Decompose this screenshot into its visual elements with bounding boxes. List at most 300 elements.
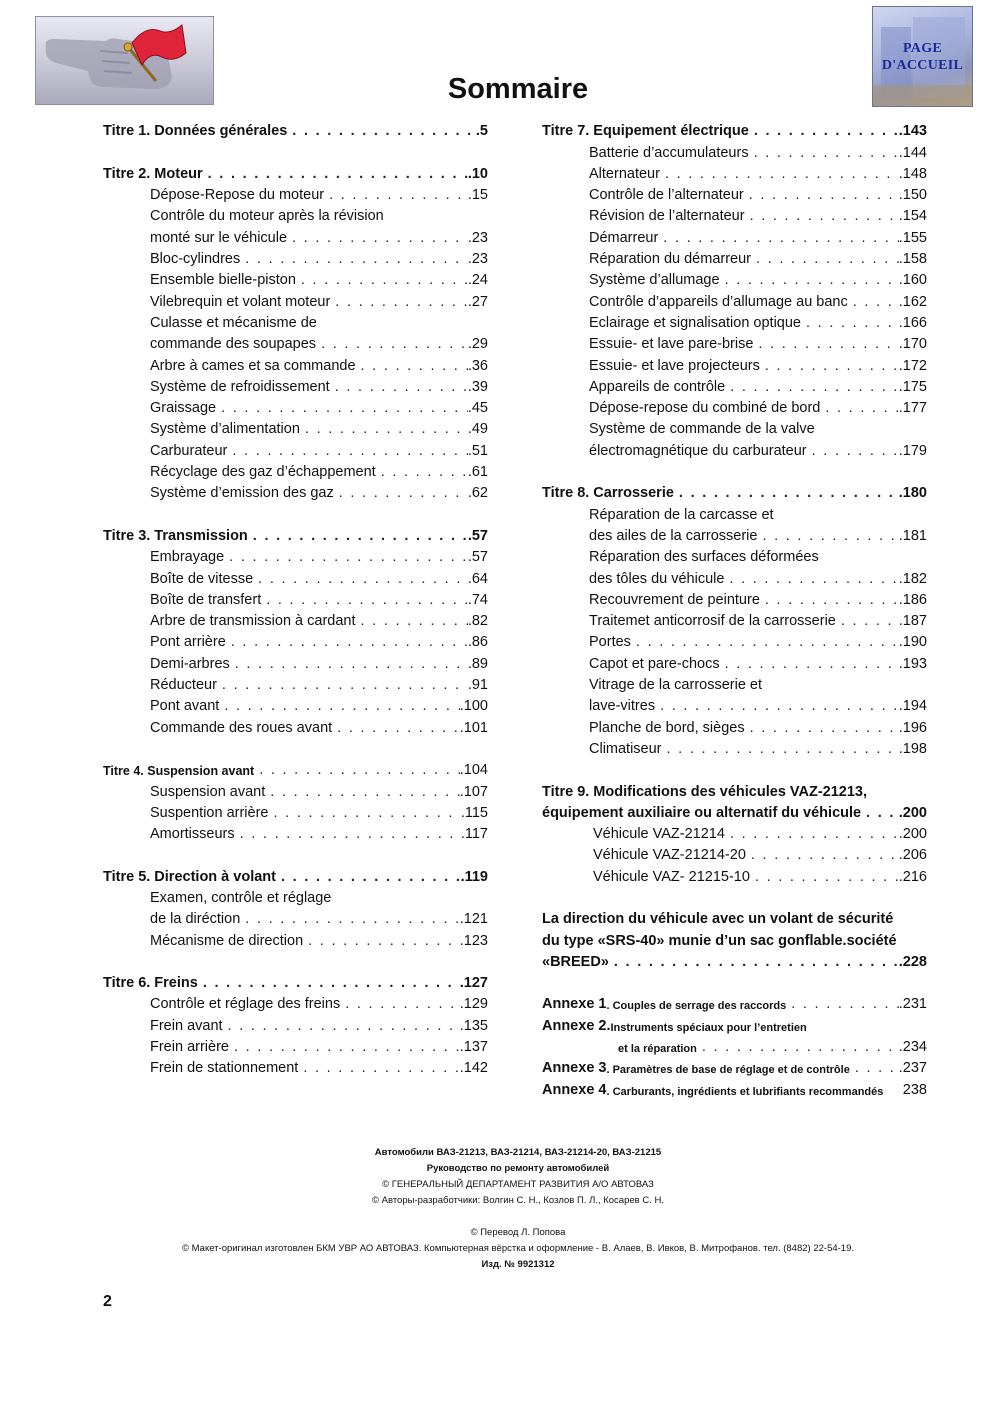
dot-leader xyxy=(609,954,899,970)
toc-page-number: .23 xyxy=(467,251,488,268)
toc-page-number: .190 xyxy=(898,634,927,651)
toc-entry[interactable] xyxy=(103,544,488,565)
toc-page-number: .23 xyxy=(467,229,488,246)
dot-leader xyxy=(324,187,468,203)
toc-entry-title: et la réparation xyxy=(618,1043,697,1056)
toc-entry-title: Traitemet anticorrosif de la carrosserie xyxy=(589,613,836,630)
toc-entry[interactable] xyxy=(103,395,488,416)
toc-entry[interactable] xyxy=(103,800,488,821)
toc-entry-title: Graissage xyxy=(150,400,217,417)
toc-entry[interactable] xyxy=(103,672,488,693)
annex-label: Annexe 3 xyxy=(542,1060,607,1077)
toc-entry-title: Essuie- et lave pare-brise xyxy=(589,336,754,353)
toc-entry-title: Contrôle de l’alternateur xyxy=(589,187,744,204)
toc-entry-title: Véhicule VAZ- 21215-10 xyxy=(593,868,750,885)
dot-leader xyxy=(254,762,460,778)
toc-entry[interactable] xyxy=(542,565,927,586)
dot-leader xyxy=(674,485,899,501)
toc-section-heading[interactable] xyxy=(542,906,927,927)
toc-entry-title: Dépose-repose du combiné de bord xyxy=(589,400,821,417)
toc-entry-title: Planche de bord, sièges xyxy=(589,719,745,736)
toc-entry[interactable] xyxy=(542,821,927,842)
toc-entry[interactable] xyxy=(542,182,927,203)
toc-entry-title: Instruments spéciaux pour l’entretien xyxy=(610,1021,807,1034)
dot-leader xyxy=(240,911,459,927)
annex-label: Annexe 2. xyxy=(542,1017,611,1034)
toc-section-heading[interactable] xyxy=(542,118,927,139)
dot-leader xyxy=(749,145,899,161)
toc-entry[interactable] xyxy=(103,374,488,395)
dot-leader xyxy=(750,869,899,885)
toc-page-number: .29 xyxy=(467,336,488,353)
toc-entry-title: Récyclage des gaz d’échappement xyxy=(150,464,376,481)
toc-section-heading[interactable] xyxy=(103,863,488,884)
toc-spacer xyxy=(542,459,927,480)
dot-leader xyxy=(287,123,476,139)
toc-annex-entry[interactable] xyxy=(542,1012,927,1033)
toc-entry[interactable] xyxy=(542,544,927,565)
dot-leader xyxy=(261,592,468,608)
dot-leader xyxy=(760,592,899,608)
toc-entry[interactable] xyxy=(542,523,927,544)
dot-leader xyxy=(334,485,468,501)
dot-leader xyxy=(300,421,468,437)
toc-page-number: .181 xyxy=(898,527,927,544)
toc-page-number: .162 xyxy=(898,293,927,310)
toc-page-number: .100 xyxy=(459,698,488,715)
toc-entry-title: du type «SRS-40» munie d’un sac gonflable.société xyxy=(542,932,897,949)
toc-entry-title: Portes xyxy=(589,634,631,651)
dot-leader xyxy=(356,358,468,374)
toc-page-number: .64 xyxy=(467,570,488,587)
toc-entry[interactable] xyxy=(542,310,927,331)
toc-entry[interactable] xyxy=(103,565,488,586)
toc-page-number: .119 xyxy=(460,868,488,885)
toc-entry[interactable] xyxy=(542,352,927,373)
toc-page-number: .74 xyxy=(467,591,488,608)
toc-annex-entry[interactable] xyxy=(542,1034,927,1055)
dot-leader xyxy=(219,698,459,714)
toc-entry-title: Titre 2. Moteur xyxy=(103,165,203,182)
toc-page-number: .160 xyxy=(898,272,927,289)
toc-entry[interactable] xyxy=(542,267,927,288)
dot-leader xyxy=(807,443,899,459)
toc-entry-title: Titre 1. Données générales xyxy=(103,123,288,140)
dot-leader xyxy=(820,400,898,416)
toc-entry-title: Capot et pare-chocs xyxy=(589,655,720,672)
toc-page-number: .5 xyxy=(475,123,488,140)
toc-page-number: .216 xyxy=(898,868,927,885)
toc-page-number: .150 xyxy=(898,187,927,204)
toc-page-number: .27 xyxy=(467,293,488,310)
dot-leader xyxy=(296,272,468,288)
toc-entry-title: Contrôle d’appareils d’allumage au banc xyxy=(589,293,848,310)
toc-entry-title: Demi-arbres xyxy=(150,655,230,672)
toc-entry[interactable] xyxy=(542,863,927,884)
toc-entry[interactable] xyxy=(103,203,488,224)
toc-page-number: .228 xyxy=(898,953,927,970)
toc-entry[interactable] xyxy=(542,629,927,650)
toc-spacer xyxy=(542,970,927,991)
annex-label: Annexe 1 xyxy=(542,996,607,1013)
toc-entry-title: Révision de l’alternateur xyxy=(589,208,745,225)
toc-entry-title: Boîte de vitesse xyxy=(150,570,254,587)
toc-entry[interactable] xyxy=(542,714,927,735)
toc-entry-title: Climatiseur xyxy=(589,740,662,757)
toc-entry[interactable] xyxy=(103,885,488,906)
toc-entry-title: Système de commande de la valve xyxy=(589,421,815,438)
toc-section-heading[interactable] xyxy=(542,800,927,821)
toc-page-number: .123 xyxy=(459,932,488,949)
toc-entry-title: Frein arrière xyxy=(150,1039,229,1056)
toc-entry-title: Essuie- et lave projecteurs xyxy=(589,357,760,374)
toc-entry-title: lave-vitres xyxy=(589,698,656,715)
toc-page-number: .154 xyxy=(898,208,927,225)
toc-page-number: .193 xyxy=(898,655,927,672)
dot-leader xyxy=(746,847,899,863)
toc-entry[interactable] xyxy=(542,374,927,395)
toc-page-number: 238 xyxy=(902,1081,927,1098)
toc-spacer xyxy=(542,885,927,906)
dot-leader xyxy=(230,656,468,672)
toc-page-number: .91 xyxy=(467,677,488,694)
page-number: 2 xyxy=(103,1293,112,1310)
dot-leader xyxy=(224,549,468,565)
toc-entry-title: des ailes de la carrosserie xyxy=(589,527,758,544)
toc-entry[interactable] xyxy=(103,587,488,608)
toc-section-heading[interactable] xyxy=(103,161,488,182)
imprint-line: Изд. № 9921312 xyxy=(481,1259,555,1270)
toc-page-number: .86 xyxy=(467,634,488,651)
toc-entry-title: Eclairage et signalisation optique xyxy=(589,314,801,331)
toc-page-number: .196 xyxy=(898,719,927,736)
toc-entry[interactable] xyxy=(542,224,927,245)
toc-page-number: .101 xyxy=(459,719,488,736)
page-title: Sommaire xyxy=(447,73,589,105)
toc-entry-title: Système d’emission des gaz xyxy=(150,485,334,502)
toc-page-number: .180 xyxy=(898,485,927,502)
toc-entry-title: Titre 3. Transmission xyxy=(103,527,248,544)
toc-entry-title: . Paramètres de base de réglage et de contrôle xyxy=(606,1064,850,1077)
imprint-line: © Макет-оригинал изготовлен БКМ УВР АО АВТОВАЗ. Компьютерная вёрстка и оформление - В. Алаев, В. Ивков, В. Митрофанов. тел. (8482) 22-54-19. xyxy=(182,1243,854,1254)
toc-entry[interactable] xyxy=(542,736,927,757)
toc-section-heading[interactable] xyxy=(103,523,488,544)
dot-leader xyxy=(655,698,899,714)
toc-entry-title: Titre 8. Carrosserie xyxy=(542,485,674,502)
dot-leader xyxy=(298,1060,459,1076)
toc-entry-title: . Carburants, ingrédients et lubrifiants recommandés xyxy=(606,1085,884,1098)
dot-leader xyxy=(227,443,467,459)
toc-entry-title: Véhicule VAZ-21214-20 xyxy=(593,847,746,864)
toc-page-number: .148 xyxy=(898,165,927,182)
dot-leader xyxy=(861,805,899,821)
toc-entry-title: Recouvrement de peinture xyxy=(589,591,760,608)
toc-entry-title: monté sur le véhicule xyxy=(150,229,288,246)
imprint-line: © ГЕНЕРАЛЬНЫЙ ДЕПАРТАМЕНТ РАЗВИТИЯ А/О АВТОВАЗ xyxy=(382,1179,654,1190)
toc-page-number: .15 xyxy=(467,187,488,204)
dot-leader xyxy=(316,336,468,352)
toc-entry[interactable] xyxy=(103,1034,488,1055)
toc-page-number: .172 xyxy=(898,357,927,374)
toc-entry-title: Titre 4. Suspension avant xyxy=(103,764,255,779)
toc-entry-title: Démarreur xyxy=(589,229,659,246)
toc-section-heading[interactable] xyxy=(542,480,927,501)
toc-entry[interactable] xyxy=(103,693,488,714)
dot-leader xyxy=(749,123,899,139)
toc-entry[interactable] xyxy=(542,650,927,671)
toc-entry-title: équipement auxiliaire ou alternatif du véhicule xyxy=(542,804,862,821)
dot-leader xyxy=(751,251,899,267)
imprint-line: Руководство по ремонту автомобилей xyxy=(426,1163,610,1174)
dot-leader xyxy=(745,720,899,736)
dot-leader xyxy=(303,933,460,949)
toc-spacer xyxy=(103,501,488,522)
toc-section-heading[interactable] xyxy=(542,927,927,948)
dot-leader xyxy=(253,571,468,587)
toc-page-number: .237 xyxy=(898,1060,927,1077)
toc-entry-title: Pont arrière xyxy=(150,634,226,651)
toc-page-number: .194 xyxy=(898,698,927,715)
dot-leader xyxy=(744,187,899,203)
toc-page-number: .200 xyxy=(898,804,927,821)
dot-leader xyxy=(330,294,468,310)
toc-page-number: .82 xyxy=(467,613,488,630)
toc-page-number: .206 xyxy=(898,847,927,864)
toc-spacer xyxy=(103,842,488,863)
toc-page-number: .39 xyxy=(467,378,488,395)
toc-page-number: .182 xyxy=(898,570,927,587)
toc-entry-title: Amortisseurs xyxy=(150,826,235,843)
toc-entry-title: . Couples de serrage des raccords xyxy=(606,1000,787,1013)
toc-entry[interactable] xyxy=(103,1055,488,1076)
toc-entry[interactable] xyxy=(542,416,927,437)
imprint-line: Автомобили ВАЗ-21213, ВАЗ-21214, ВАЗ-21214-20, ВАЗ-21215 xyxy=(374,1147,662,1158)
toc-annex-entry[interactable] xyxy=(542,1076,927,1097)
toc-entry[interactable] xyxy=(103,629,488,650)
toc-entry[interactable] xyxy=(103,267,488,288)
toc-entry-title: Titre 7. Equipement électrique xyxy=(542,123,749,140)
toc-page-number: .127 xyxy=(459,975,488,992)
toc-entry[interactable] xyxy=(103,714,488,735)
toc-entry[interactable] xyxy=(103,310,488,331)
toc-entry-title: Ensemble bielle-piston xyxy=(150,272,296,289)
toc-page-number: .179 xyxy=(898,442,927,459)
toc-entry-title: Dépose-Repose du moteur xyxy=(150,187,325,204)
toc-entry-title: Frein avant xyxy=(150,1017,223,1034)
toc-entry-title: électromagnétique du carburateur xyxy=(589,442,807,459)
dot-leader xyxy=(720,656,899,672)
dot-leader xyxy=(330,379,468,395)
toc-section-heading[interactable] xyxy=(103,970,488,991)
dot-leader xyxy=(340,996,460,1012)
dot-leader xyxy=(658,230,898,246)
toc-entry-title: Véhicule VAZ-21214 xyxy=(593,826,725,843)
home-page-label xyxy=(873,40,972,74)
toc-entry[interactable] xyxy=(103,1012,488,1033)
toc-entry[interactable] xyxy=(103,650,488,671)
toc-page-number: .107 xyxy=(459,783,488,800)
toc-entry-title: des tôles du véhicule xyxy=(589,570,725,587)
dot-leader xyxy=(269,805,461,821)
toc-entry-title: Commande des roues avant xyxy=(150,719,333,736)
toc-page-number: .231 xyxy=(898,996,927,1013)
toc-entry[interactable] xyxy=(103,480,488,501)
toc-entry[interactable] xyxy=(103,288,488,309)
toc-entry[interactable] xyxy=(103,224,488,245)
toc-page-number: .49 xyxy=(467,421,488,438)
dot-leader xyxy=(217,677,468,693)
toc-entry-title: Titre 9. Modifications des véhicules VAZ-21213, xyxy=(542,783,868,800)
home-label-line2: D'ACCUEIL xyxy=(881,58,964,73)
toc-entry[interactable] xyxy=(103,608,488,629)
toc-page-number: .104 xyxy=(459,762,488,779)
toc-entry-title: Alternateur xyxy=(589,165,660,182)
toc-entry[interactable] xyxy=(542,842,927,863)
toc-entry[interactable] xyxy=(542,161,927,182)
toc-entry-title: Batterie d’accumulateurs xyxy=(589,144,749,161)
toc-spacer xyxy=(103,949,488,970)
dot-leader xyxy=(850,1060,899,1076)
dot-leader xyxy=(801,315,899,331)
toc-entry[interactable] xyxy=(103,906,488,927)
toc-entry-title: «BREED» xyxy=(542,953,609,970)
toc-spacer xyxy=(542,757,927,778)
toc-left-column xyxy=(103,118,488,1076)
toc-page-number: .117 xyxy=(460,826,488,843)
toc-entry-title: Réducteur xyxy=(150,677,217,694)
dot-leader xyxy=(720,272,899,288)
toc-page-number: .51 xyxy=(467,442,488,459)
toc-page-number: .45 xyxy=(467,400,488,417)
dot-leader xyxy=(376,464,468,480)
toc-entry-title: Titre 6. Freins xyxy=(103,975,198,992)
toc-section-heading[interactable] xyxy=(542,949,927,970)
toc-entry-title: Appareils de contrôle xyxy=(589,378,726,395)
home-label-line1: PAGE xyxy=(902,41,943,56)
toc-entry-title: Pont avant xyxy=(150,698,220,715)
dot-leader xyxy=(240,251,468,267)
toc-page-number: .24 xyxy=(467,272,488,289)
toc-page-number: .135 xyxy=(459,1017,488,1034)
toc-entry[interactable] xyxy=(542,331,927,352)
toc-page-number: .62 xyxy=(467,485,488,502)
toc-page-number: .155 xyxy=(898,229,927,246)
toc-entry[interactable] xyxy=(103,821,488,842)
dot-leader xyxy=(662,741,899,757)
toc-entry[interactable] xyxy=(542,203,927,224)
toc-entry[interactable] xyxy=(103,927,488,948)
toc-page-number: .36 xyxy=(467,357,488,374)
toc-entry-title: Suspention arrière xyxy=(150,804,269,821)
toc-entry[interactable] xyxy=(103,246,488,267)
toc-entry[interactable] xyxy=(103,331,488,352)
toc-entry-title: Culasse et mécanisme de xyxy=(150,314,317,331)
toc-entry[interactable] xyxy=(542,501,927,522)
toc-page-number: .186 xyxy=(898,591,927,608)
toc-entry[interactable] xyxy=(542,139,927,160)
toc-section-heading[interactable] xyxy=(103,118,488,139)
toc-page-number: .234 xyxy=(898,1039,927,1056)
toc-entry-title: Embrayage xyxy=(150,549,225,566)
toc-entry-title: Réparation des surfaces déformées xyxy=(589,549,819,566)
toc-annex-entry[interactable] xyxy=(542,1055,927,1076)
dot-leader xyxy=(660,166,899,182)
toc-page-number: .57 xyxy=(467,527,488,544)
toc-entry-title: Arbre de transmission à cardant xyxy=(150,613,356,630)
toc-section-heading[interactable] xyxy=(542,778,927,799)
toc-entry[interactable] xyxy=(542,693,927,714)
toc-entry-title: Réparation de la carcasse et xyxy=(589,506,774,523)
toc-entry-title: Titre 5. Direction à volant xyxy=(103,868,276,885)
toc-entry[interactable] xyxy=(103,459,488,480)
dot-leader xyxy=(725,826,899,842)
dot-leader xyxy=(332,720,460,736)
toc-entry[interactable] xyxy=(542,246,927,267)
toc-page-number: .166 xyxy=(898,314,927,331)
dot-leader xyxy=(786,996,899,1012)
dot-leader xyxy=(836,613,899,629)
toc-entry[interactable] xyxy=(103,416,488,437)
toc-entry-title: Frein de stationnement xyxy=(150,1060,299,1077)
dot-leader xyxy=(203,166,468,182)
toc-entry-title: Contrôle et réglage des freins xyxy=(150,996,341,1013)
toc-entry[interactable] xyxy=(542,437,927,458)
toc-entry[interactable] xyxy=(542,288,927,309)
dot-leader xyxy=(229,1039,460,1055)
toc-page-number: .129 xyxy=(459,996,488,1013)
publication-imprint xyxy=(0,1145,992,1273)
toc-page-number: .121 xyxy=(459,911,488,928)
dot-leader xyxy=(724,571,898,587)
toc-entry[interactable] xyxy=(542,395,927,416)
dot-leader xyxy=(697,1039,899,1055)
toc-entry-title: Boîte de transfert xyxy=(150,591,262,608)
toc-section-heading[interactable] xyxy=(103,757,488,778)
toc-annex-entry[interactable] xyxy=(542,991,927,1012)
dot-leader xyxy=(198,975,460,991)
toc-entry[interactable] xyxy=(542,672,927,693)
toc-page-number: .61 xyxy=(467,464,488,481)
dot-leader xyxy=(265,784,459,800)
dot-leader xyxy=(223,1018,460,1034)
dot-leader xyxy=(287,230,468,246)
dot-leader xyxy=(725,379,899,395)
toc-entry[interactable] xyxy=(542,587,927,608)
toc-entry[interactable] xyxy=(103,182,488,203)
toc-entry[interactable] xyxy=(103,778,488,799)
toc-entry[interactable] xyxy=(103,352,488,373)
toc-entry-title: Bloc-cylindres xyxy=(150,251,241,268)
toc-page-number: .177 xyxy=(898,400,927,417)
imprint-line: © Авторы-разработчики: Волгин С. Н., Козлов П. Л., Косарев С. Н. xyxy=(372,1195,664,1206)
toc-page-number: .115 xyxy=(460,804,488,821)
toc-entry-title: Carburateur xyxy=(150,442,228,459)
dot-leader xyxy=(356,613,468,629)
toc-entry-title: Réparation du démarreur xyxy=(589,251,752,268)
dot-leader xyxy=(848,294,899,310)
imprint-line: © Перевод Л. Попова xyxy=(470,1227,566,1238)
toc-entry-title: Contrôle du moteur après la révision xyxy=(150,208,384,225)
toc-entry-title: commande des soupapes xyxy=(150,336,317,353)
toc-entry[interactable] xyxy=(542,608,927,629)
toc-entry-title: Vitrage de la carrosserie et xyxy=(589,677,763,694)
toc-entry[interactable] xyxy=(103,437,488,458)
toc-entry-title: de la diréction xyxy=(150,911,241,928)
toc-page-number: .200 xyxy=(898,826,927,843)
toc-entry[interactable] xyxy=(103,991,488,1012)
dot-leader xyxy=(757,528,898,544)
toc-entry-title: Mécanisme de direction xyxy=(150,932,304,949)
